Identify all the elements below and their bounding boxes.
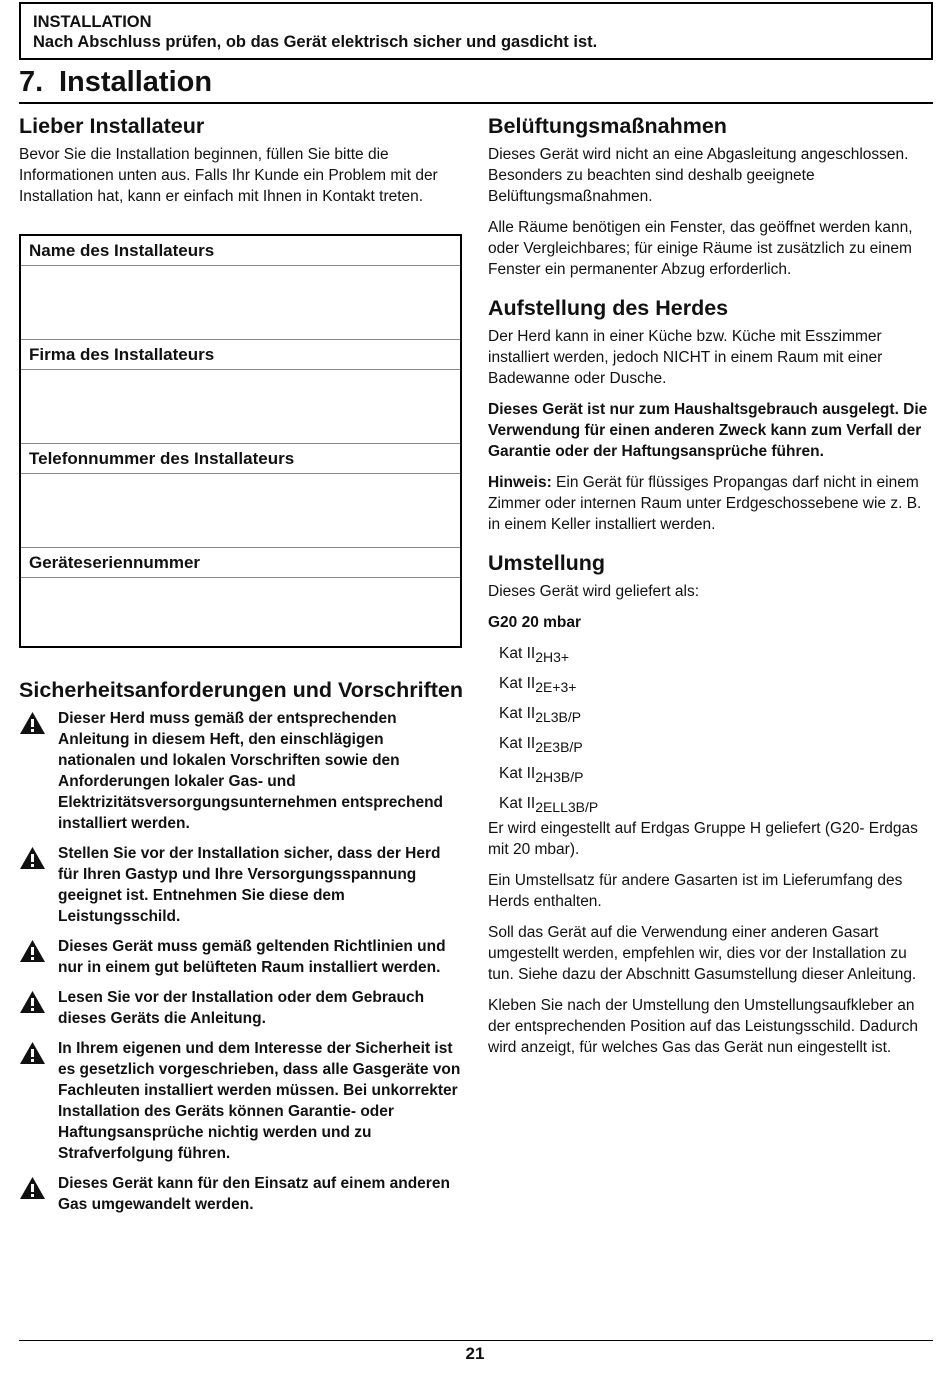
serial-number-field[interactable] <box>21 578 460 646</box>
warning-icon <box>19 711 46 735</box>
page-number: 21 <box>465 1344 485 1363</box>
banner-text: Nach Abschluss prüfen, ob das Gerät elektrisch sicher und gasdicht ist. <box>33 33 598 51</box>
conversion-paragraph: Soll das Gerät auf die Verwendung einer anderen Gasart umgestellt werden, empfehlen wir, dies vor der Installation zu tun. Siehe dazu der Abschnitt Gasumstellung dieser Anleitung. <box>488 924 917 983</box>
installer-intro: Bevor Sie die Installation beginnen, füllen Sie bitte die Informationen unten aus. Falls Ihr Kunde ein Problem mit der Installation hat, kann er einfach mit Ihnen in Kontakt treten. <box>19 146 438 205</box>
installation-banner <box>19 2 933 60</box>
gas-category: Kat II2E3B/P <box>499 735 583 755</box>
warning-text: Stellen Sie vor der Installation sicher, dass der Herd für Ihren Gastyp und Ihre Versorgungsspannung geeignet ist. Entnehmen Sie diese dem Leistungsschild. <box>58 845 441 925</box>
gas-category: Kat II2L3B/P <box>499 705 582 725</box>
conversion-paragraph: Kleben Sie nach der Umstellung den Umstellungsaufkleber an der entsprechenden Position auf das Leistungsschild. Dadurch wird anzeigt, für welches Gas das Gerät nun eingestellt ist. <box>488 997 918 1056</box>
ventilation-paragraph: Dieses Gerät wird nicht an eine Abgasleitung angeschlossen. Besonders zu beachten sind deshalb geeignete Belüftungsmaßnahmen. <box>488 146 909 205</box>
conversion-paragraph: Dieses Gerät wird geliefert als: <box>488 583 700 600</box>
serial-number-label: Geräteseriennummer <box>21 548 460 578</box>
note-text: Ein Gerät für flüssiges Propangas darf nicht in einem Zimmer oder internen Raum unter Erdgeschossebene wie z. B. in einem Keller installiert werden. <box>488 474 922 533</box>
warning-text: In Ihrem eigenen und dem Interesse der Sicherheit ist es gesetzlich vorgeschrieben, dass alle Gasgeräte von Fachleuten installiert werden müssen. Bei unkorrekter Installation des Geräts können Garantie- oder Haftungsansprüche nichtig werden und zu Strafverfolgung führen. <box>58 1040 461 1162</box>
installer-heading: Lieber Installateur <box>19 114 205 138</box>
installer-name-field[interactable] <box>21 266 460 340</box>
warning-text: Dieses Gerät kann für den Einsatz auf einem anderen Gas umgewandelt werden. <box>58 1175 450 1213</box>
placement-note <box>488 472 933 535</box>
installer-company-label: Firma des Installateurs <box>21 340 460 370</box>
warning-icon <box>19 990 46 1014</box>
installer-phone-field[interactable] <box>21 474 460 548</box>
placement-warning-paragraph: Dieses Gerät ist nur zum Haushaltsgebrauch ausgelegt. Die Verwendung für einen anderen Zweck kann zum Verfall der Garantie oder der Haftungsansprüche führen. <box>488 401 928 460</box>
warning-icon <box>19 846 46 870</box>
installer-phone-label: Telefonnummer des Installateurs <box>21 444 460 474</box>
safety-warning <box>19 1173 465 1215</box>
conversion-paragraph: Ein Umstellsatz für andere Gasarten ist im Lieferumfang des Herds enthalten. <box>488 872 903 910</box>
warning-text: Dieser Herd muss gemäß der entsprechenden Anleitung in diesem Heft, den einschlägigen nationalen und lokalen Vorschriften sowie den Anforderungen lokaler Gas- und Elektrizitätsversorgungsunternehmen entsprechend installiert werden. <box>58 710 444 832</box>
safety-warning <box>19 708 465 834</box>
footer-divider <box>19 1340 933 1341</box>
safety-warning <box>19 843 465 927</box>
gas-type: G20 20 mbar <box>488 614 582 631</box>
warning-icon <box>19 1176 46 1200</box>
chapter-heading <box>19 64 933 104</box>
placement-paragraph: Der Herd kann in einer Küche bzw. Küche mit Esszimmer installiert werden, jedoch NICHT in einem Raum mit einer Badewanne oder Dusche. <box>488 328 883 387</box>
safety-warning <box>19 936 465 978</box>
gas-category: Kat II2E+3+ <box>499 675 577 695</box>
note-label: Hinweis: <box>488 474 552 491</box>
placement-heading: Aufstellung des Herdes <box>488 296 729 320</box>
chapter-title: Installation <box>59 66 213 98</box>
gas-category: Kat II2ELL3B/P <box>499 795 599 815</box>
warning-text: Lesen Sie vor der Installation oder dem Gebrauch dieses Geräts die Anleitung. <box>58 989 425 1027</box>
banner-title: INSTALLATION <box>33 13 152 31</box>
installer-form <box>19 234 462 648</box>
safety-warning <box>19 1038 465 1164</box>
right-column <box>488 112 933 1068</box>
conversion-paragraph: Er wird eingestellt auf Erdgas Gruppe H geliefert (G20- Erdgas mit 20 mbar). <box>488 820 918 858</box>
conversion-heading: Umstellung <box>488 551 606 575</box>
safety-warning <box>19 987 465 1029</box>
warning-icon <box>19 939 46 963</box>
gas-category: Kat II2H3B/P <box>499 765 584 785</box>
safety-heading: Sicherheitsanforderungen und Vorschriften <box>19 678 463 702</box>
warning-text: Dieses Gerät muss gemäß geltenden Richtlinien und nur in einem gut belüfteten Raum installiert werden. <box>58 938 446 976</box>
ventilation-paragraph: Alle Räume benötigen ein Fenster, das geöffnet werden kann, oder Vergleichbares; für einige Räume ist zusätzlich zu einem Fenster ein permanenter Abzug erforderlich. <box>488 219 913 278</box>
gas-category: Kat II2H3+ <box>499 645 570 665</box>
left-column <box>19 112 465 1224</box>
warning-icon <box>19 1041 46 1065</box>
installer-name-label: Name des Installateurs <box>21 236 460 266</box>
installer-company-field[interactable] <box>21 370 460 444</box>
chapter-number: 7. <box>19 66 44 98</box>
ventilation-heading: Belüftungsmaßnahmen <box>488 114 727 138</box>
